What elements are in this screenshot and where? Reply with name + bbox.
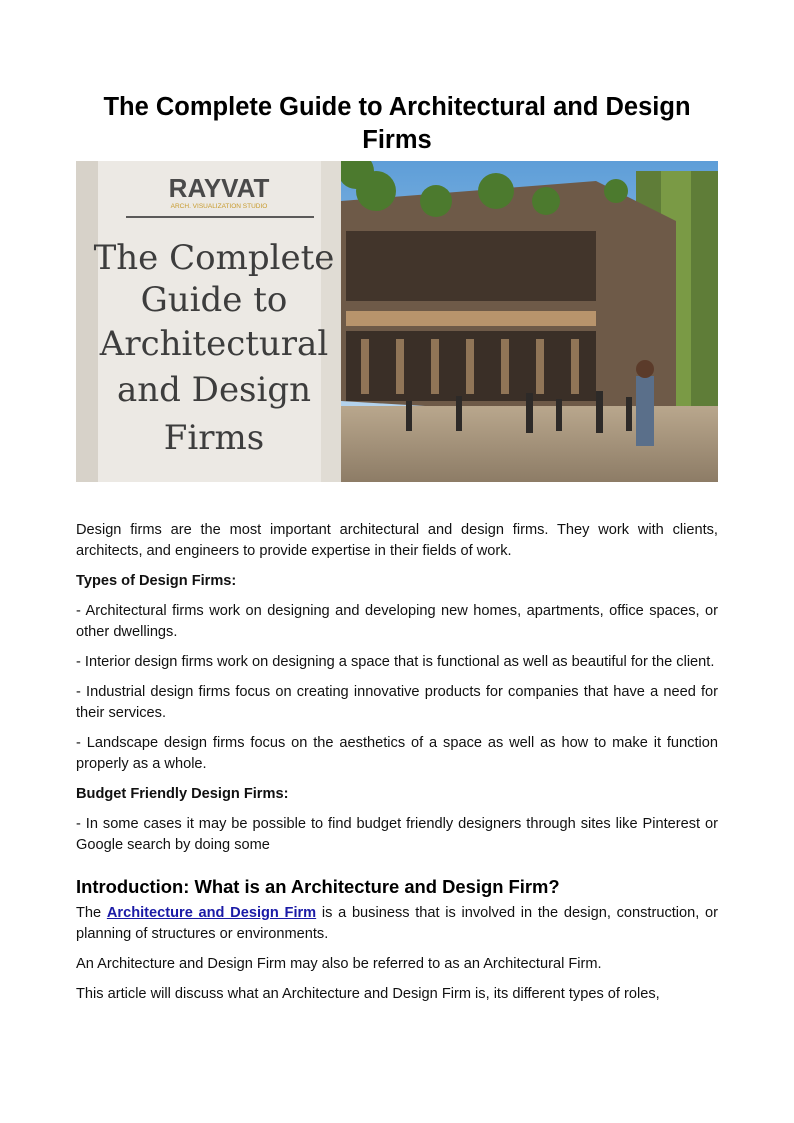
banner-line: Architectural [99,324,329,364]
section-heading: Introduction: What is an Architecture and Design Firm? [76,876,560,897]
list-item: - Industrial design firms focus on creating innovative products for companies that have a need for their services. [76,684,718,721]
rayvat-logo: RAYVAT [168,173,270,203]
intro-paragraph: Design firms are the most important architectural and design firms. They work with clients, architects, and engineers to provide expertise in their fields of work. [76,522,718,559]
page-title: The Complete Guide to Architectural and Design Firms [103,93,691,154]
list-item: - Landscape design firms focus on the aesthetics of a space as well as how to make it function properly as a whole. [76,735,718,772]
section-paragraph-2: An Architecture and Design Firm may also be referred to as an Architectural Firm. [76,956,602,972]
rayvat-tagline: ARCH. VISUALIZATION STUDIO [170,203,268,210]
hero-image [76,161,718,482]
list-item: - Architectural firms work on designing and developing new homes, apartments, office spaces, or other dwellings. [76,603,718,640]
banner-line: and Design [116,370,312,410]
budget-heading: Budget Friendly Design Firms: [76,786,289,802]
banner-line: The Complete [93,238,335,278]
article-body [76,520,718,1014]
section-paragraph-1 [76,903,718,945]
budget-paragraph: - In some cases it may be possible to find budget friendly designers through sites like Pinterest or Google search by doing some [76,816,718,853]
list-item: - Interior design firms work on designing a space that is functional as well as beautiful for the client. [76,654,715,670]
text-suffix: is a business that is involved in the design, construction, or planning of structures or environments. [76,905,719,942]
banner-line: Firms [163,418,265,458]
types-heading: Types of Design Firms: [76,573,237,589]
architecture-firm-link[interactable]: Architecture and Design Firm [106,905,317,921]
text-prefix: The [76,905,107,921]
banner-line: Guide to [140,280,288,320]
section-paragraph-3: This article will discuss what an Architecture and Design Firm is, its different types of roles, [76,986,660,1002]
